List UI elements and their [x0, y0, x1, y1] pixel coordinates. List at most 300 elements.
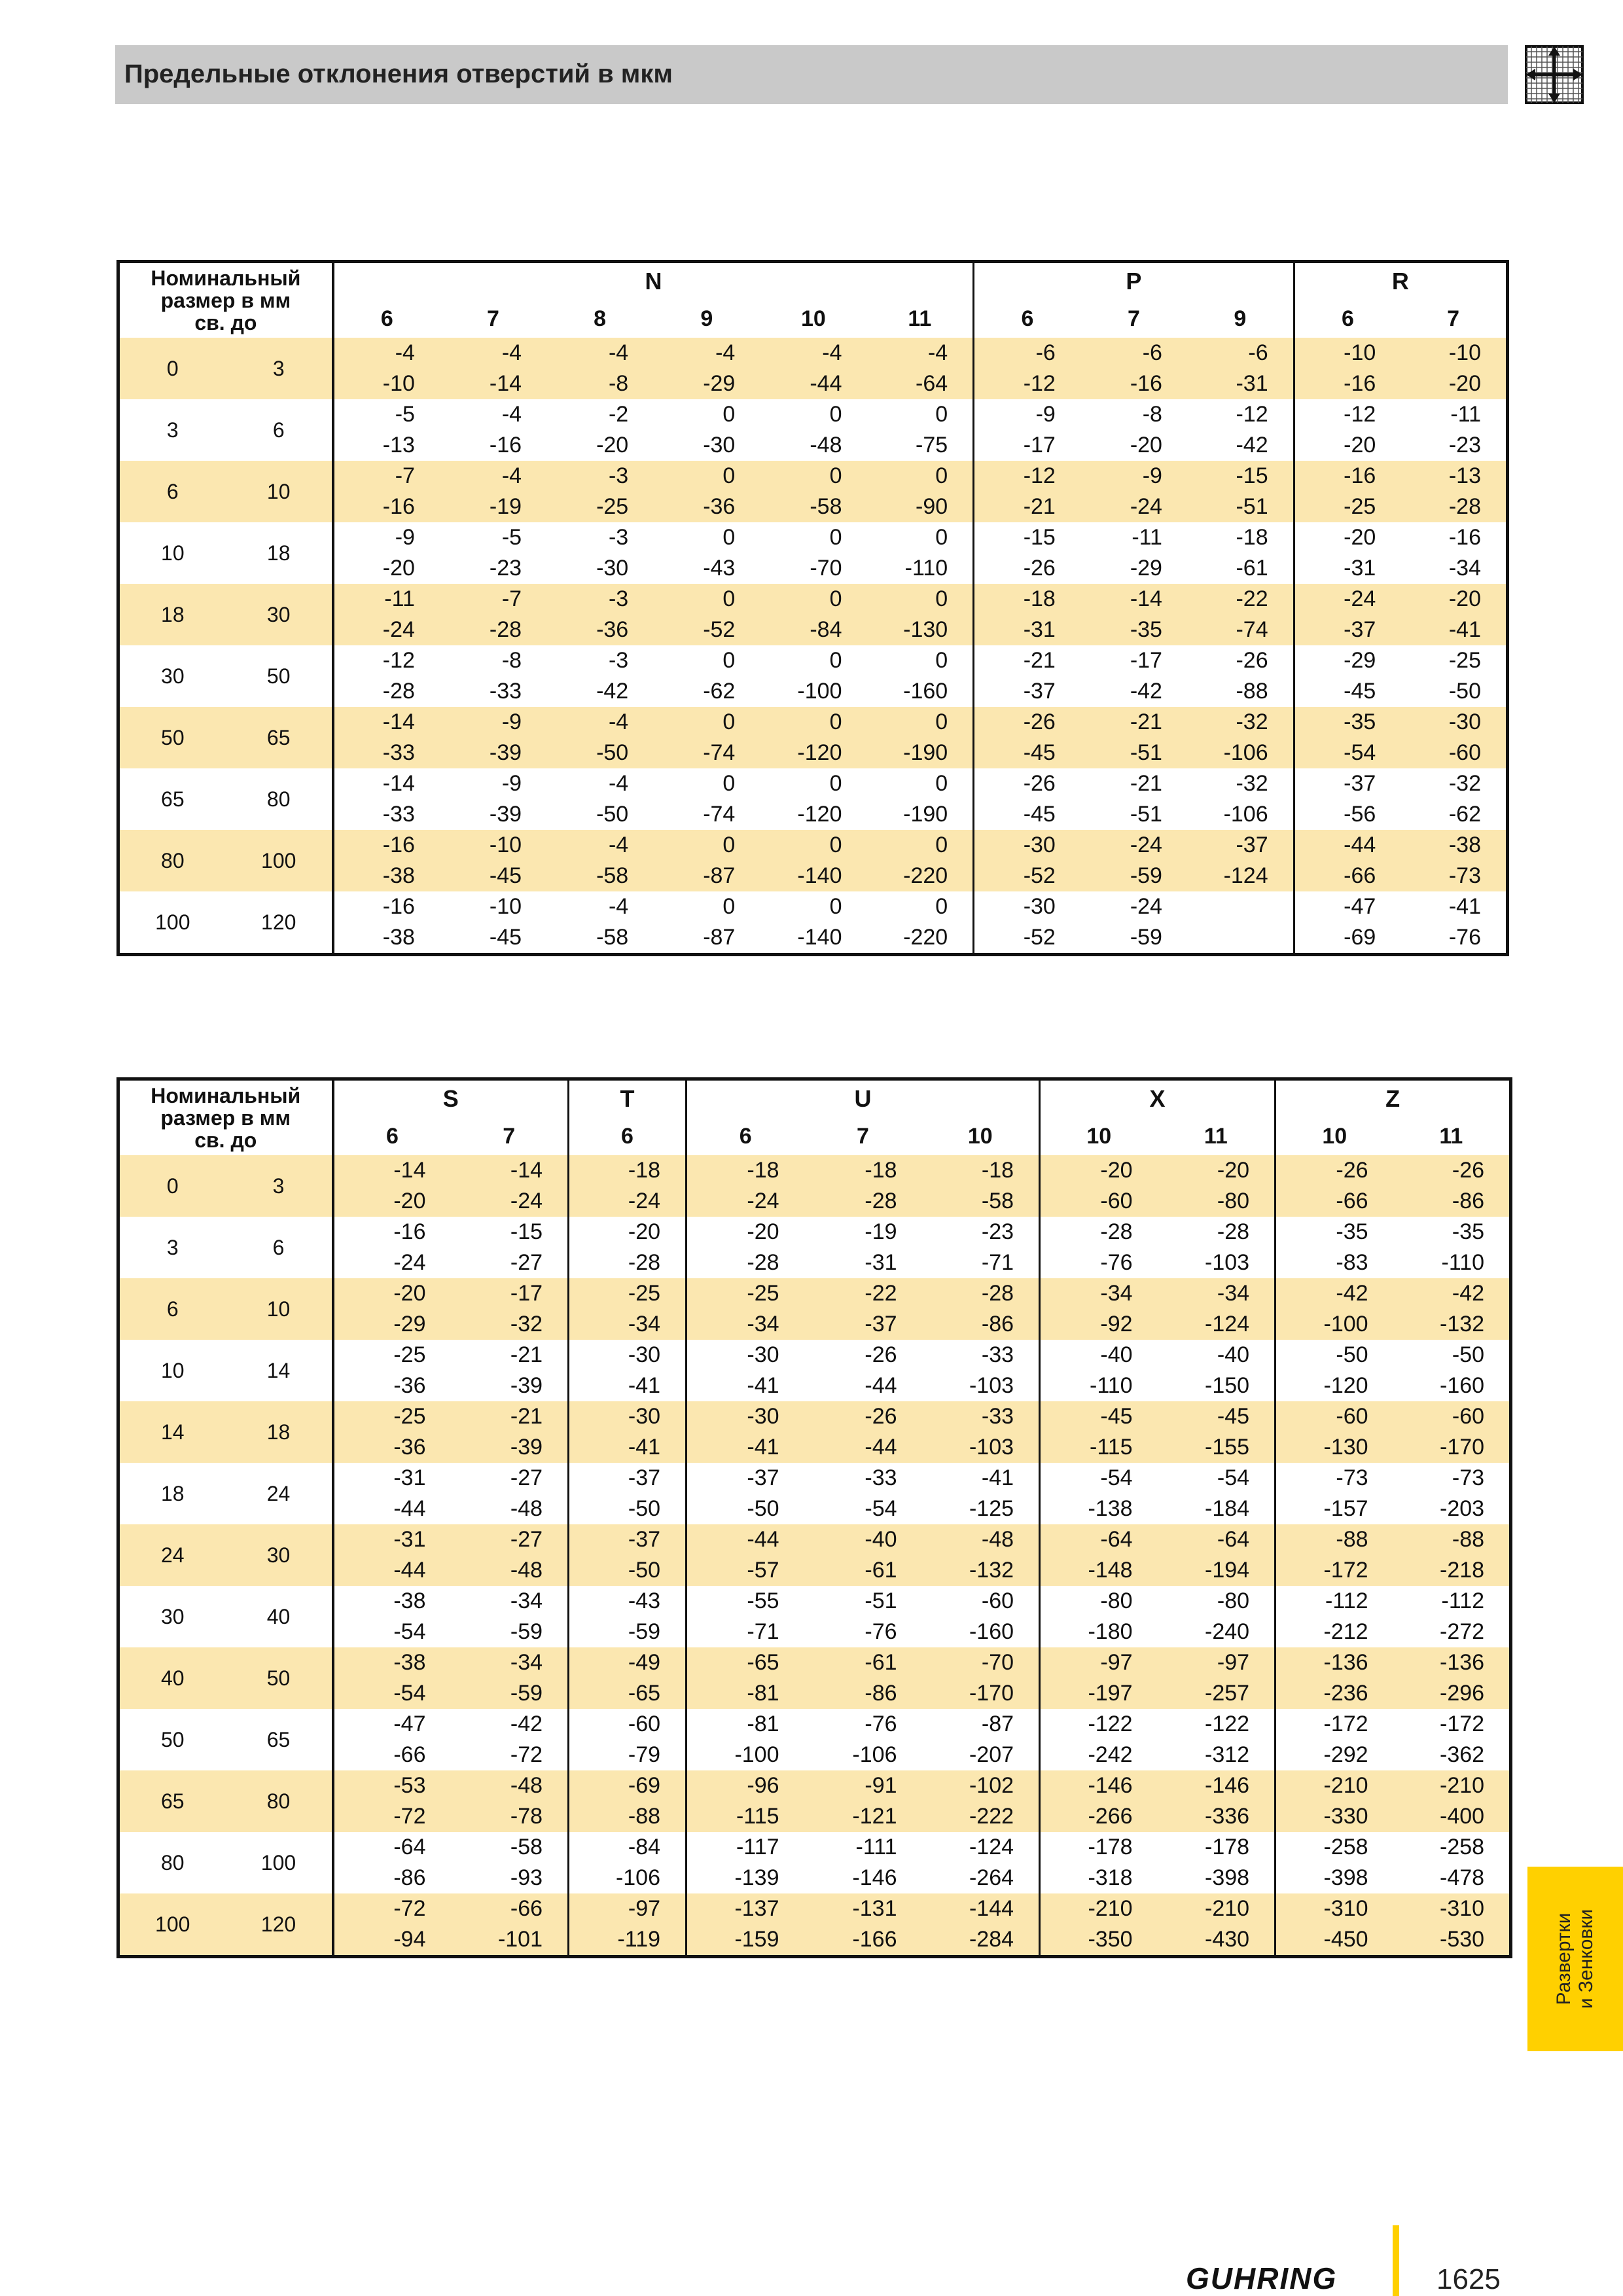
grade-header: 6	[569, 1117, 687, 1155]
upper-deviation-cell: -31	[333, 1524, 451, 1555]
lower-deviation-cell: -318	[1040, 1863, 1158, 1893]
upper-deviation-cell: -21	[1080, 707, 1187, 738]
upper-deviation-cell: -97	[1158, 1647, 1275, 1678]
lower-deviation-cell: -48	[510, 1496, 543, 1521]
lower-deviation-cell: -115	[687, 1801, 804, 1832]
lower-deviation-cell: -37	[1294, 615, 1400, 645]
lower-deviation-cell: -150	[1205, 1373, 1250, 1398]
lower-deviation-cell: -59	[510, 1619, 543, 1644]
upper-deviation-cell: 0	[653, 707, 760, 738]
lower-deviation-cell: -23	[489, 556, 522, 581]
lower-deviation-cell: -33	[489, 679, 522, 704]
lower-deviation-cell: -26	[974, 553, 1080, 584]
lower-deviation-cell: -132	[1393, 1309, 1511, 1340]
upper-deviation-cell: -26	[865, 1342, 897, 1367]
lower-deviation-cell: -398	[1275, 1863, 1393, 1893]
lower-deviation-cell: -203	[1440, 1496, 1485, 1521]
upper-deviation-cell: -43	[569, 1586, 687, 1617]
lower-deviation-cell: -14	[440, 368, 546, 399]
nominal-from: 10	[160, 1358, 185, 1382]
table-row-upper	[118, 1832, 1511, 1863]
upper-deviation-cell: -96	[687, 1770, 804, 1801]
nominal-to: 80	[226, 1770, 333, 1832]
lower-deviation-cell: -36	[333, 1371, 451, 1401]
upper-deviation-cell: -13	[1400, 461, 1507, 492]
upper-deviation-cell: -38	[333, 1586, 451, 1617]
table-row-upper	[118, 645, 1508, 676]
upper-deviation-cell: -20	[687, 1217, 804, 1247]
lower-deviation-cell: -272	[1440, 1619, 1485, 1644]
lower-deviation-cell: -312	[1205, 1742, 1250, 1767]
nominal-from: 3	[166, 418, 179, 442]
upper-deviation-cell: -16	[1294, 461, 1400, 492]
lower-deviation-cell: -20	[333, 553, 440, 584]
lower-deviation-cell: -350	[1040, 1924, 1158, 1957]
lower-deviation-cell: -72	[333, 1801, 451, 1832]
upper-deviation-cell: -50	[1275, 1340, 1393, 1371]
upper-deviation-cell: 0	[760, 584, 866, 615]
table-row-upper	[118, 707, 1508, 738]
lower-deviation-cell: -140	[760, 861, 866, 891]
table-row-upper	[118, 338, 1508, 368]
upper-deviation-cell: -73	[1275, 1463, 1393, 1494]
upper-deviation-cell: -16	[333, 830, 440, 861]
lower-deviation-cell: -41	[569, 1371, 687, 1401]
lower-deviation-cell: -81	[687, 1678, 804, 1709]
lower-deviation-cell: -130	[1275, 1432, 1393, 1463]
upper-deviation-cell: -5	[501, 525, 522, 550]
grade-header: 8	[594, 306, 607, 331]
upper-deviation-cell: -4	[546, 830, 653, 861]
tolerance-table-n-p-r	[116, 260, 1509, 956]
lower-deviation-cell: -45	[440, 861, 546, 891]
upper-deviation-cell: -10	[489, 894, 522, 919]
upper-deviation-cell: -66	[451, 1893, 569, 1924]
lower-deviation-cell: -71	[687, 1617, 804, 1647]
upper-deviation-cell: -146	[1158, 1770, 1275, 1801]
upper-deviation-cell: -35	[1294, 707, 1400, 738]
lower-deviation-cell: -148	[1040, 1555, 1158, 1586]
upper-deviation-cell: -40	[1217, 1342, 1250, 1367]
lower-deviation-cell: -64	[866, 368, 973, 399]
upper-deviation-cell: -20	[569, 1217, 687, 1247]
upper-deviation-cell: -7	[440, 584, 546, 615]
lower-deviation-cell: -28	[440, 615, 546, 645]
nominal-from: 65	[118, 1770, 226, 1832]
page-title: Предельные отклонения отверстий в мкм	[124, 60, 673, 88]
upper-deviation-cell: -55	[687, 1586, 804, 1617]
lower-deviation-cell: -58	[922, 1186, 1040, 1217]
table-row-upper	[118, 1770, 1511, 1801]
lower-deviation-cell: -39	[451, 1432, 569, 1463]
lower-deviation-cell: -34	[569, 1309, 687, 1340]
upper-deviation-cell: -112	[1441, 1588, 1485, 1613]
nominal-from: 80	[160, 1850, 185, 1874]
lower-deviation-cell: -20	[333, 1186, 451, 1217]
lower-deviation-cell: -58	[760, 492, 866, 522]
nominal-to: 30	[226, 1524, 333, 1586]
lower-deviation-cell: -21	[974, 492, 1080, 522]
lower-deviation-cell: -56	[1294, 799, 1400, 830]
upper-deviation-cell: -50	[1452, 1342, 1485, 1367]
lower-deviation-cell: -50	[1448, 679, 1481, 704]
upper-deviation-cell: -20	[1040, 1155, 1158, 1186]
upper-deviation-cell: -22	[804, 1278, 922, 1309]
lower-deviation-cell: -212	[1275, 1617, 1393, 1647]
table-row-upper	[118, 768, 1508, 799]
grade-header: 7	[487, 306, 499, 331]
lower-deviation-cell: -184	[1205, 1496, 1250, 1521]
lower-deviation-cell: -42	[1236, 433, 1268, 457]
upper-deviation-cell: -34	[451, 1647, 569, 1678]
section-side-tab[interactable]	[1527, 1867, 1623, 2051]
lower-deviation-cell: -59	[1080, 861, 1187, 891]
upper-deviation-cell: -4	[608, 894, 629, 919]
lower-deviation-cell: -220	[866, 861, 973, 891]
lower-deviation-cell: -62	[703, 679, 736, 704]
lower-deviation-cell: -24	[451, 1186, 569, 1217]
upper-deviation-cell: -4	[866, 338, 973, 368]
table-row-upper	[118, 1709, 1511, 1740]
grade-header: 11	[908, 306, 932, 331]
lower-deviation-cell: -172	[1275, 1555, 1393, 1586]
table-row-upper	[118, 461, 1508, 492]
table-row-upper	[118, 522, 1508, 553]
upper-deviation-cell: -9	[440, 707, 546, 738]
nominal-to: 65	[226, 1709, 333, 1770]
upper-deviation-cell: -47	[333, 1709, 451, 1740]
lower-deviation-cell: -61	[804, 1555, 922, 1586]
upper-deviation-cell: -20	[1294, 522, 1400, 553]
upper-deviation-cell: -23	[981, 1219, 1014, 1244]
upper-deviation-cell: -28	[1217, 1219, 1250, 1244]
lower-deviation-cell: -362	[1440, 1742, 1485, 1767]
lower-deviation-cell: -29	[653, 368, 760, 399]
page-title-bar	[115, 45, 1508, 104]
lower-deviation-cell: -75	[916, 433, 948, 457]
upper-deviation-cell: 0	[829, 771, 842, 796]
upper-deviation-cell: 0	[829, 894, 842, 919]
grade-header: 6	[333, 1117, 451, 1155]
nominal-to: 10	[226, 461, 333, 522]
upper-deviation-cell: -49	[569, 1647, 687, 1678]
lower-deviation-cell: -94	[333, 1924, 451, 1957]
upper-deviation-cell: -42	[1393, 1278, 1511, 1309]
lower-deviation-cell: -86	[333, 1863, 451, 1893]
group-header-row	[118, 262, 1508, 300]
lower-deviation-cell: -106	[1223, 802, 1268, 827]
lower-deviation-cell: -58	[596, 925, 629, 950]
nominal-from: 65	[161, 787, 185, 811]
upper-deviation-cell: -80	[1040, 1586, 1158, 1617]
upper-deviation-cell: -310	[1275, 1893, 1393, 1924]
lower-deviation-cell: -33	[333, 799, 440, 830]
upper-deviation-cell: -47	[1294, 891, 1400, 922]
upper-deviation-cell: 0	[722, 648, 736, 673]
lower-deviation-cell: -39	[510, 1373, 543, 1398]
lower-deviation-cell: -90	[866, 492, 973, 522]
side-tab-line1: Развертки	[1553, 1912, 1575, 2005]
group-header-t: T	[569, 1079, 687, 1118]
upper-deviation-cell: -3	[546, 584, 653, 615]
lower-deviation-cell: -44	[804, 1432, 922, 1463]
upper-deviation-cell: -61	[804, 1647, 922, 1678]
table-row-upper	[118, 1647, 1511, 1678]
lower-deviation-cell: -29	[1130, 556, 1162, 581]
lower-deviation-cell: -27	[510, 1250, 543, 1275]
lower-deviation-cell: -44	[760, 368, 866, 399]
nominal-from: 10	[161, 541, 185, 565]
lower-deviation-cell: -54	[865, 1496, 897, 1521]
grade-header: 9	[1234, 306, 1247, 331]
upper-deviation-cell: -122	[1040, 1709, 1158, 1740]
upper-deviation-cell: -76	[865, 1712, 897, 1736]
nominal-header-line2: размер в мм	[160, 1106, 291, 1130]
upper-deviation-cell: -26	[1275, 1155, 1393, 1186]
lower-deviation-cell: -45	[489, 925, 522, 950]
lower-deviation-cell: -36	[546, 615, 653, 645]
lower-deviation-cell: -160	[903, 679, 948, 704]
lower-deviation-cell: -54	[1294, 738, 1400, 768]
lower-deviation-cell: -100	[797, 679, 842, 704]
lower-deviation-cell: -16	[1080, 368, 1187, 399]
upper-deviation-cell	[1187, 891, 1294, 922]
nominal-to: 80	[226, 768, 333, 830]
lower-deviation-cell: -31	[974, 615, 1080, 645]
upper-deviation-cell: -48	[451, 1770, 569, 1801]
lower-deviation-cell: -25	[546, 492, 653, 522]
grade-header: 6	[974, 300, 1080, 338]
grade-header: 7	[1127, 306, 1140, 331]
page-number: 1625	[1436, 2263, 1501, 2295]
upper-deviation-cell: 0	[866, 584, 973, 615]
grid-arrows-icon	[1525, 45, 1584, 104]
upper-deviation-cell: -64	[1158, 1524, 1275, 1555]
lower-deviation-cell: -59	[1130, 925, 1162, 950]
upper-deviation-cell: -25	[333, 1401, 451, 1432]
upper-deviation-cell: 0	[760, 461, 866, 492]
nominal-to: 50	[226, 645, 333, 707]
lower-deviation-cell: -37	[804, 1309, 922, 1340]
nominal-size-header	[118, 1079, 333, 1156]
upper-deviation-cell: -11	[1450, 402, 1481, 427]
upper-deviation-cell: -27	[510, 1465, 543, 1490]
lower-deviation-cell: -170	[1393, 1432, 1511, 1463]
upper-deviation-cell: -48	[922, 1524, 1040, 1555]
upper-deviation-cell: -72	[333, 1893, 451, 1924]
upper-deviation-cell: -34	[1040, 1278, 1158, 1309]
lower-deviation-cell: -119	[569, 1924, 687, 1957]
upper-deviation-cell: -24	[1130, 894, 1162, 919]
nominal-from: 100	[118, 1893, 226, 1957]
lower-deviation-cell: -120	[760, 738, 866, 768]
lower-deviation-cell: -23	[1448, 433, 1481, 457]
upper-deviation-cell: -30	[974, 830, 1080, 861]
lower-deviation-cell: -100	[687, 1740, 804, 1770]
lower-deviation-cell: -8	[546, 368, 653, 399]
lower-deviation-cell: -36	[333, 1432, 451, 1463]
group-header-z: Z	[1275, 1079, 1511, 1118]
nominal-from: 40	[118, 1647, 226, 1709]
grade-header: 6	[333, 300, 440, 338]
upper-deviation-cell: -17	[1130, 648, 1162, 673]
lower-deviation-cell: -31	[865, 1250, 897, 1275]
upper-deviation-cell: -38	[333, 1647, 451, 1678]
upper-deviation-cell: -58	[510, 1835, 543, 1859]
nominal-to: 18	[226, 1401, 333, 1463]
table-row-upper	[118, 1401, 1511, 1432]
grade-header: 10	[1275, 1117, 1393, 1155]
nominal-to: 120	[226, 891, 333, 955]
lower-deviation-cell: -194	[1158, 1555, 1275, 1586]
table-row-upper	[118, 891, 1508, 922]
lower-deviation-cell: -242	[1040, 1740, 1158, 1770]
lower-deviation-cell: -35	[1080, 615, 1187, 645]
upper-deviation-cell: -136	[1393, 1647, 1511, 1678]
lower-deviation-cell: -180	[1040, 1617, 1158, 1647]
upper-deviation-cell: -25	[1448, 648, 1481, 673]
upper-deviation-cell: -88	[1393, 1524, 1511, 1555]
lower-deviation-cell: -38	[333, 922, 440, 955]
nominal-to: 100	[226, 1832, 333, 1893]
table-row-upper	[118, 1586, 1511, 1617]
lower-deviation-cell: -190	[866, 738, 973, 768]
upper-deviation-cell: -34	[510, 1588, 543, 1613]
upper-deviation-cell: -35	[1275, 1217, 1393, 1247]
lower-deviation-cell: -34	[1448, 556, 1481, 581]
lower-deviation-cell: -218	[1393, 1555, 1511, 1586]
nominal-from: 14	[118, 1401, 226, 1463]
lower-deviation-cell: -42	[1130, 679, 1162, 704]
upper-deviation-cell: -14	[451, 1155, 569, 1186]
lower-deviation-cell: -31	[1187, 368, 1294, 399]
upper-deviation-cell: -10	[440, 830, 546, 861]
upper-deviation-cell: -146	[1040, 1770, 1158, 1801]
upper-deviation-cell: -26	[974, 768, 1080, 799]
upper-deviation-cell: -33	[865, 1465, 897, 1490]
lower-deviation-cell: -50	[546, 738, 653, 768]
lower-deviation-cell: -24	[333, 615, 440, 645]
nominal-header-line1: Номинальный	[151, 266, 301, 290]
nominal-from: 18	[160, 1481, 185, 1505]
lower-deviation-cell: -44	[333, 1494, 451, 1524]
upper-deviation-cell: -87	[981, 1712, 1014, 1736]
upper-deviation-cell: -310	[1393, 1893, 1511, 1924]
grade-header: 11	[1204, 1123, 1228, 1149]
grade-header: 9	[700, 306, 713, 331]
lower-deviation-cell: -400	[1393, 1801, 1511, 1832]
upper-deviation-cell: -102	[922, 1770, 1040, 1801]
upper-deviation-cell: -18	[1236, 525, 1268, 550]
table-row-upper	[118, 1278, 1511, 1309]
upper-deviation-cell: -178	[1205, 1835, 1250, 1859]
upper-deviation-cell: -11	[1132, 525, 1162, 550]
lower-deviation-cell: -264	[969, 1865, 1014, 1890]
upper-deviation-cell: -3	[608, 525, 629, 550]
lower-deviation-cell: -59	[451, 1678, 569, 1709]
lower-deviation-cell: -41	[687, 1432, 804, 1463]
upper-deviation-cell: 0	[653, 461, 760, 492]
nominal-header-line2: размер в мм	[160, 289, 291, 312]
upper-deviation-cell: -9	[333, 522, 440, 553]
upper-deviation-cell: -18	[687, 1155, 804, 1186]
upper-deviation-cell: -136	[1275, 1647, 1393, 1678]
upper-deviation-cell: -258	[1440, 1835, 1485, 1859]
lower-deviation-cell: -16	[333, 492, 440, 522]
lower-deviation-cell: -66	[333, 1740, 451, 1770]
lower-deviation-cell: -84	[760, 615, 866, 645]
footer-divider	[1393, 2225, 1399, 2296]
upper-deviation-cell: -111	[855, 1835, 897, 1859]
upper-deviation-cell: -210	[1158, 1893, 1275, 1924]
upper-deviation-cell: 0	[935, 894, 948, 919]
lower-deviation-cell: -54	[333, 1678, 451, 1709]
upper-deviation-cell: -26	[974, 707, 1080, 738]
upper-deviation-cell: -15	[510, 1219, 543, 1244]
table-row-upper	[118, 830, 1508, 861]
upper-deviation-cell: -41	[1448, 894, 1481, 919]
upper-deviation-cell: 0	[722, 402, 736, 427]
lower-deviation-cell: -103	[922, 1432, 1040, 1463]
upper-deviation-cell: -20	[1400, 584, 1507, 615]
upper-deviation-cell: -16	[333, 1217, 451, 1247]
upper-deviation-cell: -8	[1142, 402, 1162, 427]
lower-deviation-cell: -12	[974, 368, 1080, 399]
lower-deviation-cell: -121	[804, 1801, 922, 1832]
upper-deviation-cell: -7	[333, 461, 440, 492]
upper-deviation-cell: -3	[546, 461, 653, 492]
upper-deviation-cell: -20	[1158, 1155, 1275, 1186]
upper-deviation-cell: -12	[1236, 402, 1268, 427]
upper-deviation-cell: 0	[935, 402, 948, 427]
upper-deviation-cell: -30	[569, 1401, 687, 1432]
upper-deviation-cell: 0	[935, 771, 948, 796]
upper-deviation-cell: -21	[974, 645, 1080, 676]
upper-deviation-cell: -178	[1040, 1832, 1158, 1863]
lower-deviation-cell: -110	[1441, 1250, 1485, 1275]
upper-deviation-cell: -4	[501, 402, 522, 427]
upper-deviation-cell: -27	[451, 1524, 569, 1555]
lower-deviation-cell: -257	[1158, 1678, 1275, 1709]
upper-deviation-cell: -37	[569, 1463, 687, 1494]
nominal-from: 30	[160, 1604, 185, 1628]
upper-deviation-cell: -38	[1400, 830, 1507, 861]
lower-deviation-cell: -59	[569, 1617, 687, 1647]
upper-deviation-cell: -15	[1187, 461, 1294, 492]
lower-deviation-cell: -43	[703, 556, 736, 581]
upper-deviation-cell: -28	[922, 1278, 1040, 1309]
nominal-header-line3: св. до	[194, 311, 257, 334]
upper-deviation-cell: -26	[1393, 1155, 1511, 1186]
upper-deviation-cell: -64	[333, 1832, 451, 1863]
upper-deviation-cell: -12	[333, 645, 440, 676]
lower-deviation-cell: -20	[1400, 368, 1507, 399]
upper-deviation-cell: 0	[829, 525, 842, 550]
upper-deviation-cell: -210	[1040, 1893, 1158, 1924]
lower-deviation-cell: -78	[451, 1801, 569, 1832]
upper-deviation-cell: -97	[569, 1893, 687, 1924]
lower-deviation-cell: -160	[1440, 1373, 1485, 1398]
lower-deviation-cell: -124	[1158, 1309, 1275, 1340]
lower-deviation-cell: -45	[974, 799, 1080, 830]
lower-deviation-cell: -86	[1393, 1186, 1511, 1217]
lower-deviation-cell: -10	[333, 368, 440, 399]
lower-deviation-cell: -16	[489, 433, 522, 457]
upper-deviation-cell: -4	[546, 338, 653, 368]
upper-deviation-cell: -26	[804, 1401, 922, 1432]
lower-deviation-cell: -32	[451, 1309, 569, 1340]
grade-header: 6	[1294, 300, 1400, 338]
